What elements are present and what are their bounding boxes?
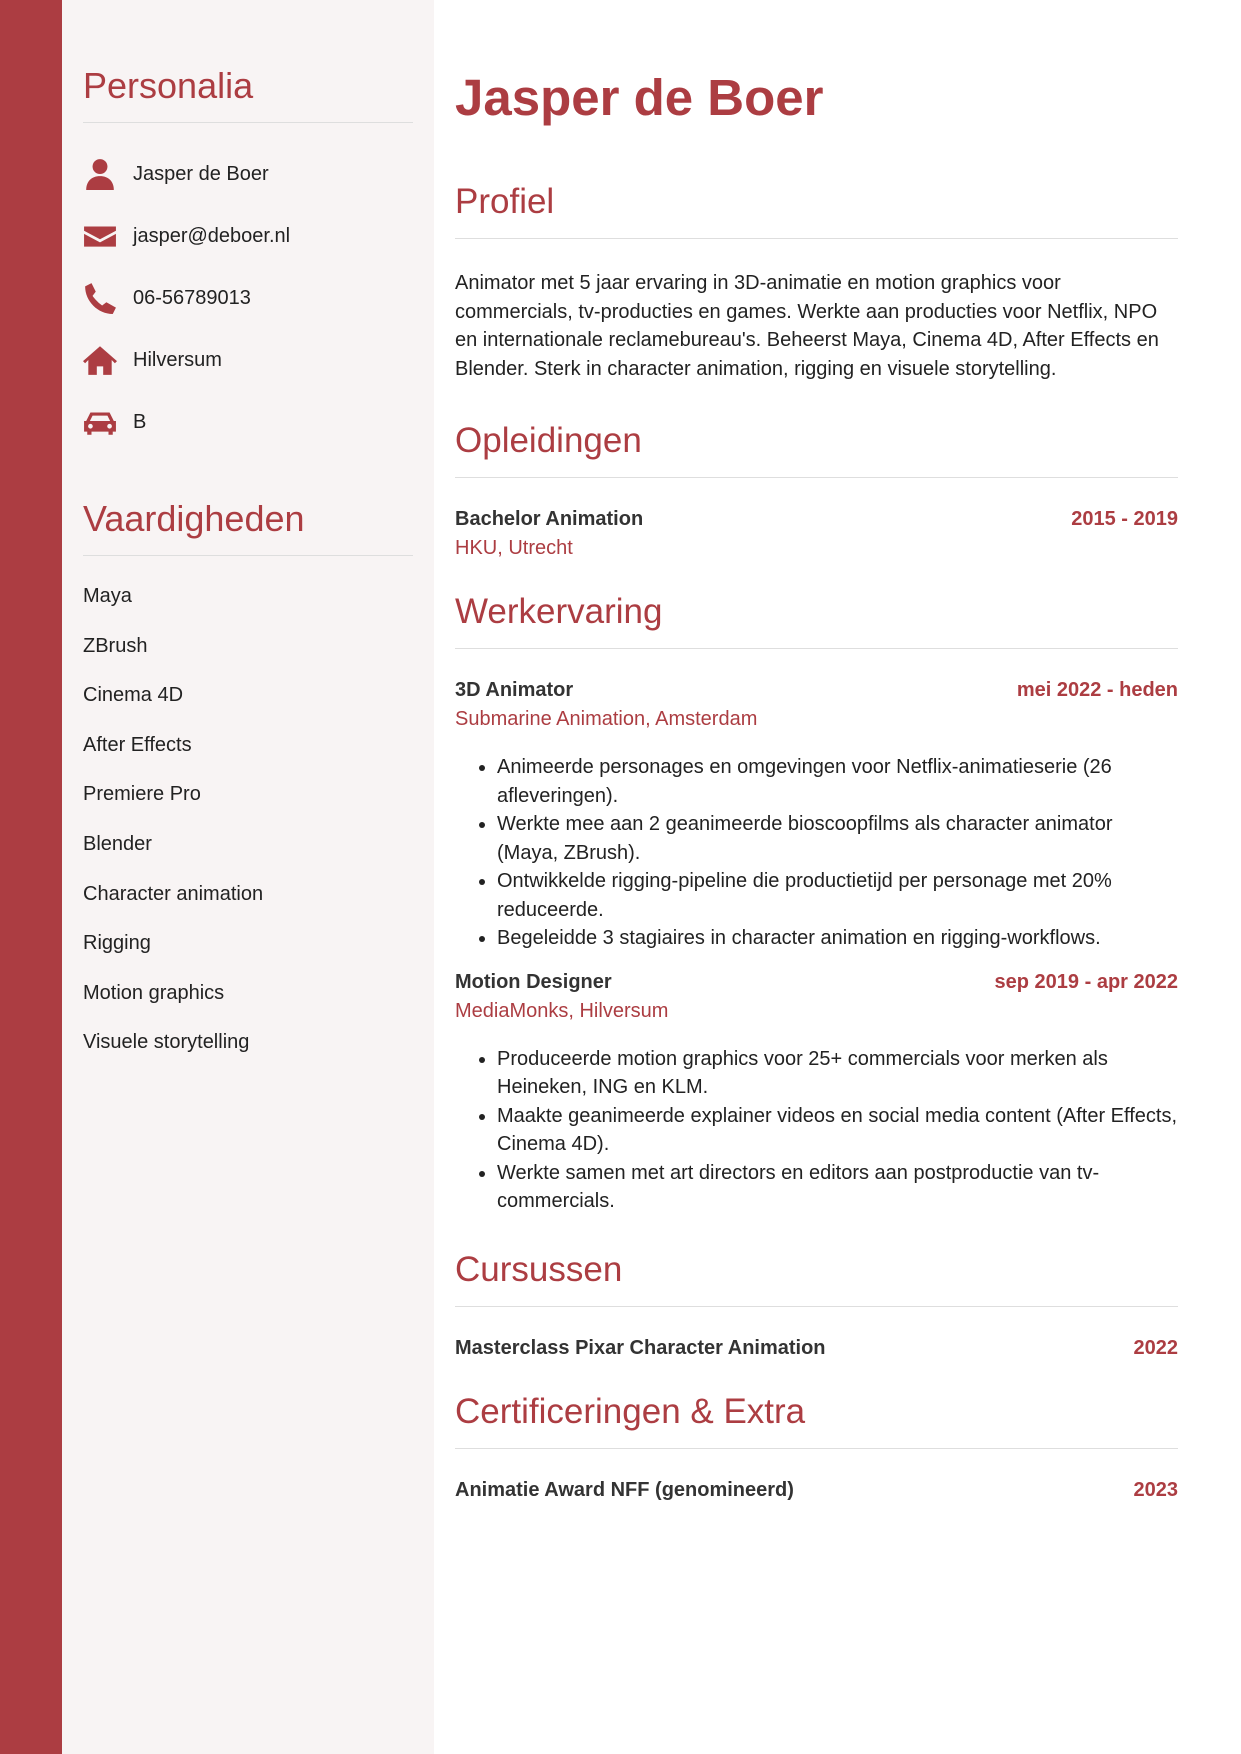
courses-heading: Cursussen	[455, 1249, 623, 1289]
house-icon	[83, 343, 117, 377]
skill-item: Character animation	[83, 882, 264, 905]
skill-item: ZBrush	[83, 634, 148, 657]
sidebar	[62, 0, 434, 1754]
skill-item: Blender	[83, 832, 152, 855]
personal-value: B	[133, 410, 147, 433]
divider	[455, 1448, 1178, 1449]
experience-heading: Werkervaring	[455, 592, 663, 631]
personal-value: Jasper de Boer	[133, 162, 269, 185]
profile-section	[455, 180, 1178, 383]
bullet-item: • Ontwikkelde rigging-pipeline die productietijd per personage met 20% reduceerde.	[497, 867, 1178, 924]
bullet-item: • Maakte geanimeerde explainer videos en social media content (After Effects, Cinema 4D).	[497, 1102, 1178, 1159]
accent-stripe	[0, 0, 62, 1754]
personal-value: 06-56789013	[133, 286, 251, 309]
skill-item: After Effects	[83, 733, 192, 756]
experience-bullets	[455, 753, 1178, 953]
education-period: 2015 - 2019	[1071, 508, 1178, 530]
car-icon	[83, 405, 117, 439]
personal-city	[83, 329, 413, 391]
candidate-name: Jasper de Boer	[455, 69, 824, 126]
main-content	[455, 0, 1178, 1502]
experience-company: MediaMonks, Hilversum	[455, 999, 669, 1022]
personal-license	[83, 391, 413, 453]
education-heading: Opleidingen	[455, 421, 642, 460]
personal-value: Hilversum	[133, 348, 222, 371]
experience-role: 3D Animator	[455, 679, 574, 701]
experience-entry	[455, 971, 1178, 1216]
experience-company: Submarine Animation, Amsterdam	[455, 708, 758, 730]
skill-item: Visuele storytelling	[83, 1031, 250, 1054]
course-year: 2022	[1133, 1336, 1178, 1359]
education-degree: Bachelor Animation	[455, 508, 644, 530]
bullet-item: • Werkte mee aan 2 geanimeerde bioscoopfilms als character animator (Maya, ZBrush).	[497, 810, 1178, 867]
personal-name	[83, 143, 413, 205]
bullet-item: • Begeleidde 3 stagiaires in character animation en rigging-workflows.	[497, 924, 1178, 953]
bullet-item: • Produceerde motion graphics voor 25+ commercials voor merken als Heineken, ING en KLM.	[497, 1045, 1178, 1102]
course-entry	[455, 1337, 1178, 1360]
experience-period: sep 2019 - apr 2022	[994, 970, 1178, 993]
divider	[455, 238, 1178, 239]
profile-text: Animator met 5 jaar ervaring in 3D-animatie en motion graphics voor commercials, tv-producties en games. Werkte aan producties voor Netflix, NPO en internationale reclamebureau's. Beheerst Maya, Cinema 4D, After Effects en Blender. Sterk in character animation, rigging en visuele storytelling.	[455, 272, 1159, 380]
experience-entry	[455, 679, 1178, 953]
experience-role: Motion Designer	[455, 970, 612, 993]
bullet-item: • Animeerde personages en omgevingen voor Netflix-animatieserie (26 afleveringen).	[497, 753, 1178, 810]
phone-icon	[83, 281, 117, 315]
divider	[83, 555, 413, 556]
certification-entry	[455, 1479, 1178, 1502]
skill-item: Rigging	[83, 932, 151, 955]
personal-email	[83, 205, 413, 267]
course-name: Masterclass Pixar Character Animation	[455, 1336, 826, 1359]
personal-phone	[83, 267, 413, 329]
divider	[455, 477, 1178, 478]
skill-item: Maya	[83, 585, 132, 607]
skill-item: Cinema 4D	[83, 684, 184, 707]
personalia-heading: Personalia	[83, 65, 254, 106]
experience-period: mei 2022 - heden	[1016, 679, 1178, 701]
bullet-item: • Werkte samen met art directors en editors aan postproductie van tv-commercials.	[497, 1159, 1178, 1216]
divider	[83, 122, 413, 123]
divider	[455, 648, 1178, 649]
education-institution: HKU, Utrecht	[455, 537, 573, 559]
skill-item: Premiere Pro	[83, 783, 201, 806]
skills-heading: Vaardigheden	[83, 498, 305, 539]
divider	[455, 1306, 1178, 1307]
education-section	[455, 419, 1178, 560]
envelope-icon	[83, 219, 117, 253]
experience-section	[455, 590, 1178, 1216]
skills-section	[83, 497, 413, 1068]
profile-heading: Profiel	[455, 182, 555, 221]
certification-year: 2023	[1133, 1478, 1178, 1501]
education-entry	[455, 508, 1178, 560]
personal-value: jasper@deboer.nl	[133, 224, 291, 247]
certification-name: Animatie Award NFF (genomineerd)	[455, 1478, 794, 1501]
skill-item: Motion graphics	[83, 981, 225, 1004]
certifications-section	[455, 1390, 1178, 1502]
certifications-heading: Certificeringen & Extra	[455, 1391, 806, 1431]
person-icon	[83, 157, 117, 191]
courses-section	[455, 1248, 1178, 1360]
experience-bullets	[455, 1045, 1178, 1216]
